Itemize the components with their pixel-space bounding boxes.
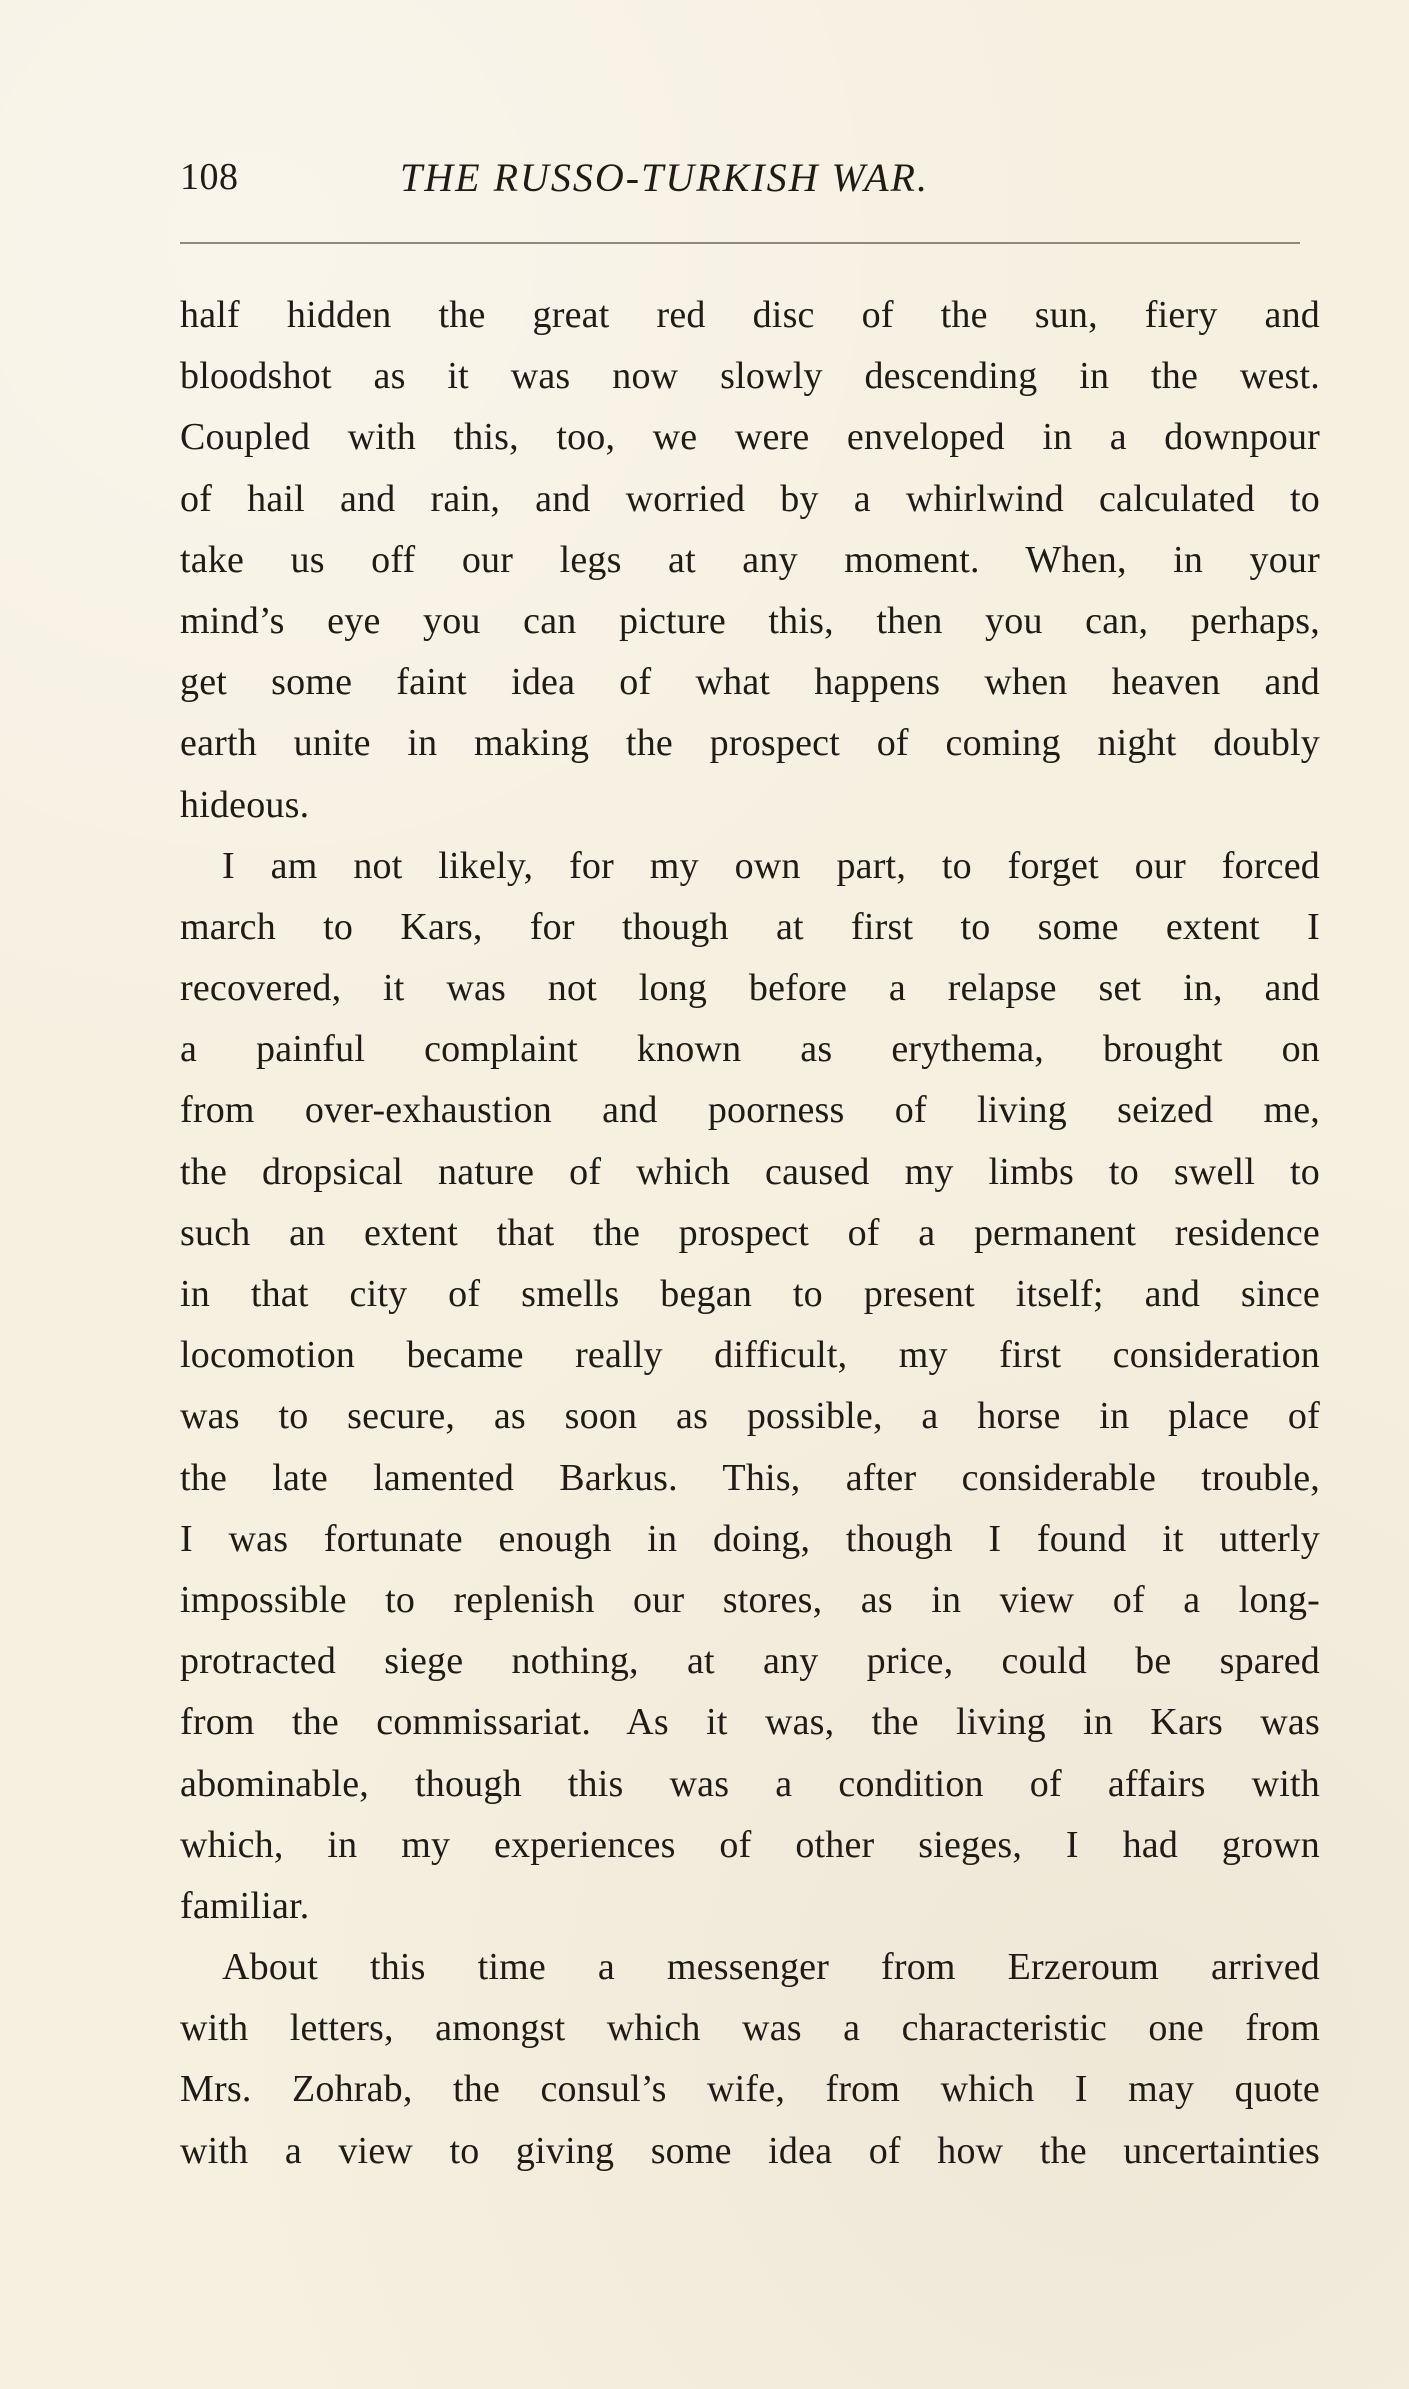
text-line: with a view to giving some idea of how the uncertainties (180, 2129, 1320, 2172)
text-line: Mrs. Zohrab, the consul’s wife, from which I may quote (180, 2068, 1320, 2111)
text-line: in that city of smells began to present itself; and since (180, 1273, 1320, 1315)
page-number: 108 (180, 156, 239, 198)
text-line: I am not likely, for my own part, to forget our forced (222, 844, 1320, 887)
text-line: earth unite in making the prospect of coming night doubly (180, 722, 1320, 765)
body-text (180, 285, 1320, 2182)
text-line: recovered, it was not long before a relapse set in, and (180, 967, 1320, 1010)
paragraph-2 (180, 836, 1320, 1937)
text-line: familiar. (180, 1884, 310, 1927)
paragraph-3 (180, 1937, 1320, 2182)
text-line: such an extent that the prospect of a permanent residence (180, 1211, 1320, 1254)
text-line: of hail and rain, and worried by a whirlwind calculated to (180, 477, 1320, 520)
text-line: take us off our legs at any moment. When, in your (180, 538, 1320, 581)
text-line: march to Kars, for though at first to some extent I (180, 905, 1320, 948)
text-line: from over-exhaustion and poorness of living seized me, (180, 1089, 1320, 1132)
text-line: a painful complaint known as erythema, brought on (180, 1028, 1320, 1071)
text-line: the late lamented Barkus. This, after considerable trouble, (180, 1456, 1320, 1499)
text-line: protracted siege nothing, at any price, could be spared (180, 1640, 1320, 1683)
text-line: with letters, amongst which was a characteristic one from (180, 2007, 1320, 2050)
text-line: mind’s eye you can picture this, then you can, perhaps, (180, 599, 1320, 642)
text-line: was to secure, as soon as possible, a horse in place of (180, 1395, 1320, 1438)
text-line: impossible to replenish our stores, as in view of a long- (180, 1578, 1320, 1621)
text-line: I was fortunate enough in doing, though I found it utterly (180, 1517, 1320, 1560)
text-line: hideous. (180, 783, 310, 826)
running-title: THE RUSSO-TURKISH WAR. (400, 155, 929, 200)
header-rule (180, 242, 1300, 244)
text-line: half hidden the great red disc of the sun, fiery and (180, 294, 1320, 336)
page-header (180, 150, 1300, 220)
text-line: abominable, though this was a condition of affairs with (180, 1762, 1320, 1805)
text-line: locomotion became really difficult, my first consideration (180, 1334, 1320, 1377)
paragraph-1 (180, 285, 1320, 836)
text-line: which, in my experiences of other sieges, I had grown (180, 1823, 1320, 1866)
text-line: Coupled with this, too, we were enveloped in a downpour (180, 416, 1320, 459)
text-line: the dropsical nature of which caused my limbs to swell to (180, 1150, 1320, 1193)
text-line: bloodshot as it was now slowly descending in the west. (180, 355, 1320, 398)
text-line: get some faint idea of what happens when heaven and (180, 661, 1320, 704)
text-line: About this time a messenger from Erzeroum arrived (222, 1946, 1320, 1989)
text-line: from the commissariat. As it was, the living in Kars was (180, 1701, 1320, 1744)
